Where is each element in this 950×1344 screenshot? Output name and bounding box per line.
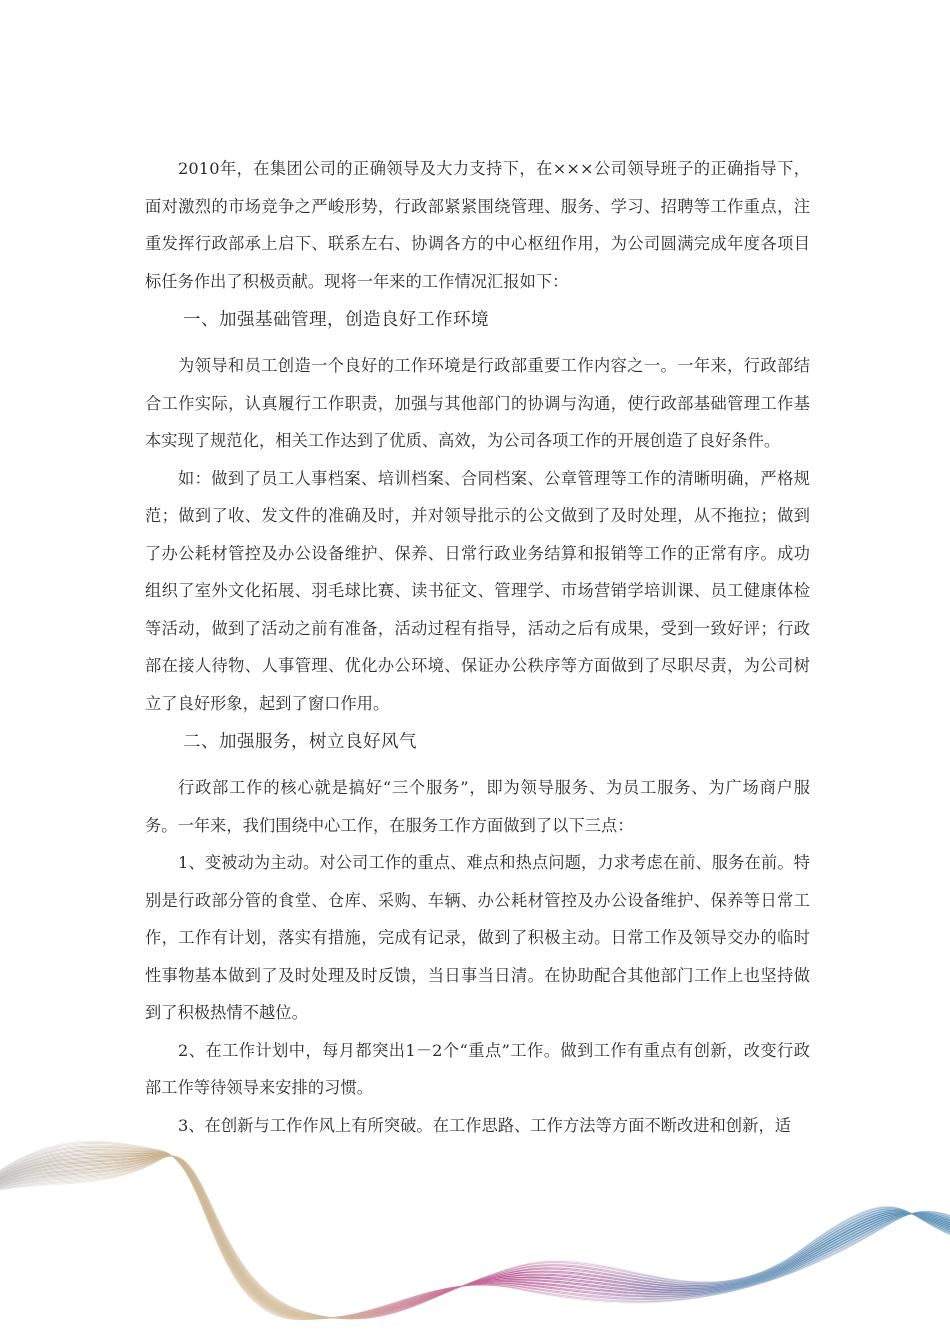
wave-line	[0, 1155, 950, 1318]
wave-line	[0, 1152, 950, 1318]
decorative-wave-ribbon	[0, 1120, 950, 1344]
intro-paragraph: 2010年，在集团公司的正确领导及大力支持下，在×××公司领导班子的正确指导下，面对激烈的市场竞争之严峻形势，行政部紧紧围绕管理、服务、学习、招聘等工作重点，注重发挥行政部承上启下、联系左右、协调各方的中心枢纽作用，为公司圆满完成年度各项目标任务作出了积极贡献。现将一年来的工作情况汇报如下：	[145, 159, 810, 291]
wave-line	[0, 1156, 950, 1319]
wave-line	[0, 1154, 950, 1318]
wave-line	[0, 1153, 950, 1318]
wave-line	[0, 1155, 950, 1318]
wave-line	[0, 1156, 950, 1319]
wave-line	[0, 1156, 950, 1319]
section-2-heading: 二、加强服务，树立良好风气	[183, 732, 417, 752]
wave-line	[0, 1154, 950, 1318]
wave-line	[0, 1156, 950, 1319]
wave-line	[0, 1145, 950, 1319]
section-1-paragraph-2: 如：做到了员工人事档案、培训档案、合同档案、公章管理等工作的清晰明确，严格规范；做到了收、发文件的准确及时，并对领导批示的公文做到了及时处理，从不拖拉；做到了办公耗材管控及办公设备维护、保养、日常行政业务结算和报销等工作的正常有序。成功组织了室外文化拓展、羽毛球比赛、读书征文、管理学、市场营销学培训课、员工健康体检等活动，做到了活动之前有准备，活动过程有指导，活动之后有成果，受到一致好评；行政部在接人待物、人事管理、优化办公环境、保证办公秩序等方面做到了尽职尽责，为公司树立了良好形象，起到了窗口作用。	[145, 468, 810, 713]
wave-line	[0, 1156, 950, 1319]
wave-line	[0, 1155, 950, 1318]
wave-line	[0, 1155, 950, 1318]
wave-line	[0, 1154, 950, 1317]
wave-line	[0, 1148, 950, 1318]
document-body	[145, 150, 810, 1144]
wave-line	[0, 1153, 950, 1318]
wave-line	[0, 1155, 950, 1318]
section-1-heading: 一、加强基础管理，创造良好工作环境	[183, 310, 489, 330]
wave-line	[0, 1155, 950, 1318]
wave-line	[0, 1154, 950, 1318]
wave-line	[0, 1156, 950, 1319]
section-2-paragraph-4: 3、在创新与工作作风上有所突破。在工作思路、工作方法等方面不断改进和创新，适	[178, 1115, 792, 1135]
wave-line	[0, 1156, 950, 1319]
wave-line	[0, 1147, 950, 1319]
wave-line	[0, 1146, 950, 1319]
wave-line	[0, 1154, 950, 1318]
wave-line	[0, 1156, 950, 1319]
section-2-paragraph-2: 1、变被动为主动。对公司工作的重点、难点和热点问题，力求考虑在前、服务在前。特别是行政部分管的食堂、仓库、采购、车辆、办公耗材管控及办公设备维护、保养等日常工作，工作有计划，落实有措施，完成有记录，做到了积极主动。日常工作及领导交办的临时性事物基本做到了及时处理及时反馈，当日事当日清。在协助配合其他部门工作上也坚持做到了积极热情不越位。	[145, 853, 810, 1022]
section-2-paragraph-3: 2、在工作计划中，每月都突出1－2个“重点”工作。做到工作有重点有创新，改变行政部工作等待领导来安排的习惯。	[145, 1040, 810, 1097]
wave-line	[0, 1144, 950, 1320]
wave-line	[0, 1156, 950, 1319]
wave-line	[0, 1151, 950, 1319]
section-2-paragraph-1: 行政部工作的核心就是搞好“三个服务”，即为领导服务、为员工服务、为广场商户服务。一年来，我们围绕中心工作，在服务工作方面做到了以下三点：	[145, 778, 810, 835]
wave-line	[0, 1156, 950, 1319]
section-1-paragraph-1: 为领导和员工创造一个良好的工作环境是行政部重要工作内容之一。一年来，行政部结合工作实际，认真履行工作职责，加强与其他部门的协调与沟通，使行政部基础管理工作基本实现了规范化，相关工作达到了优质、高效，为公司各项工作的开展创造了良好条件。	[145, 356, 810, 450]
wave-line	[0, 1156, 950, 1319]
wave-line	[0, 1150, 950, 1319]
wave-lines	[0, 1141, 950, 1320]
